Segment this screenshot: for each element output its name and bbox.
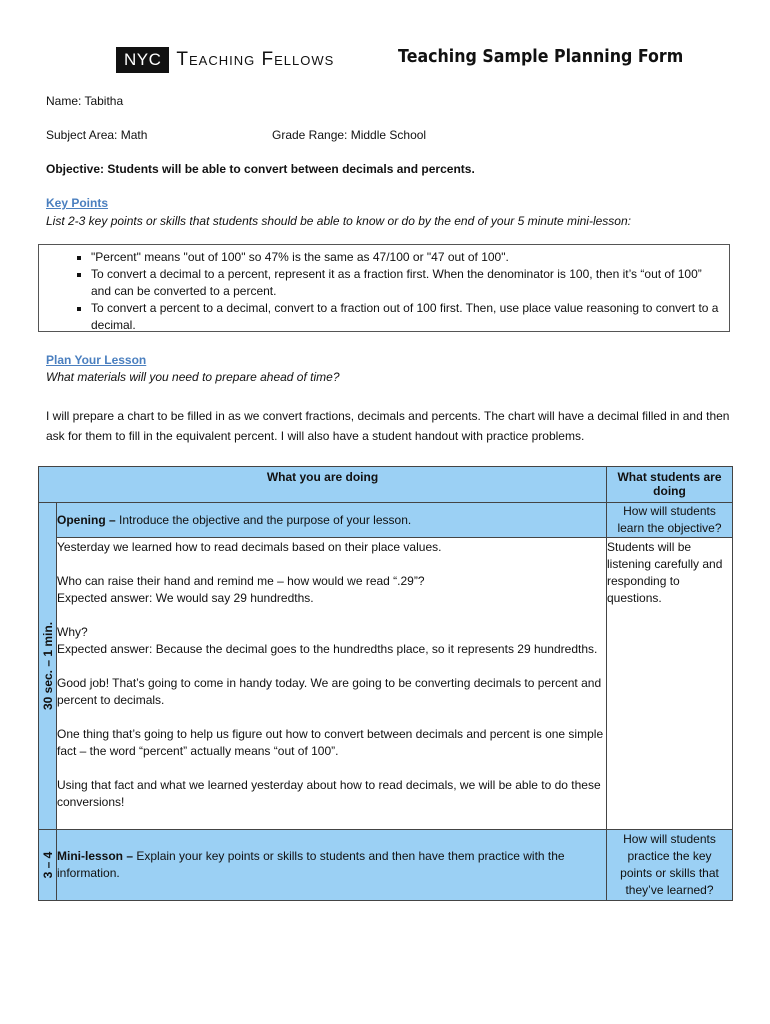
mini-lesson-title (57, 830, 607, 901)
header-logo (116, 46, 334, 74)
opening-paragraph: Who can raise their hand and remind me – how would we read “.29”? Expected answer: We would say 29 hundredths. (57, 574, 425, 605)
key-point-item: ▪ To convert a decimal to a percent, represent it as a fraction first. When the denominator is 100, then it’s “out of 100” and can be converted to a percent. (91, 266, 719, 300)
objective-line: Objective: Students will be able to convert between decimals and percents. (46, 162, 475, 176)
lesson-plan-table (38, 466, 733, 901)
mini-lesson-students-prompt: How will students practice the key points or skills that they’ve learned? (607, 830, 733, 901)
opening-students-prompt: How will students learn the objective? (607, 503, 733, 538)
plan-question: What materials will you need to prepare ahead of time? (46, 370, 340, 384)
mini-lesson-title-bold: Mini-lesson – (57, 849, 137, 863)
opening-script (57, 538, 607, 830)
opening-students-answer: Students will be listening carefully and responding to questions. (607, 538, 733, 830)
form-title: Teaching Sample Planning Form (398, 46, 684, 67)
col-header-doing: What you are doing (39, 467, 607, 503)
plan-answer: I will prepare a chart to be filled in as we convert fractions, decimals and percents. The chart will have a decimal filled in and then ask for them to fill in the equivalent percent. I will also have a student handout with practice problems. (46, 409, 730, 443)
mini-lesson-time: 3 – 4 (40, 851, 55, 879)
key-points-heading: Key Points (46, 196, 109, 210)
opening-paragraph: Yesterday we learned how to read decimals based on their place values. (57, 540, 442, 554)
mini-lesson-side-label (39, 830, 57, 901)
key-point-item: ▪ To convert a percent to a decimal, convert to a fraction out of 100 first. Then, use place value reasoning to convert to a decimal. (91, 300, 719, 334)
opening-paragraph: Good job! That’s going to come in handy today. We are going to be converting decimals to percent and percent to decimals. (57, 676, 602, 707)
opening-paragraph: One thing that’s going to help us figure out how to convert between decimals and percent is one simple fact – the word “percent” actually means “out of 100”. (57, 727, 604, 758)
grade-line: Grade Range: Middle School (272, 128, 427, 142)
key-points-instruction: List 2-3 key points or skills that students should be able to know or do by the end of your 5 minute mini-lesson: (46, 214, 631, 228)
mini-lesson-title-rest: Explain your key points or skills to students and then have them practice with the information. (57, 849, 565, 880)
name-line: Name: Tabitha (46, 94, 124, 108)
opening-title-bold: Opening – (57, 512, 120, 527)
opening-paragraph: Using that fact and what we learned yesterday about how to read decimals, we will be able to do these conversions! (57, 778, 601, 809)
subject-line: Subject Area: Math (46, 128, 148, 142)
logo-text: Teaching Fellows (176, 49, 335, 70)
opening-time: 30 sec. – 1 min. (40, 621, 55, 711)
opening-title-rest: Introduce the objective and the purpose of your lesson. (119, 512, 412, 527)
key-points-box (38, 244, 730, 332)
opening-side-label (39, 503, 57, 830)
opening-title (57, 503, 607, 538)
plan-heading: Plan Your Lesson (46, 353, 147, 367)
col-header-students: What students are doing (607, 467, 733, 503)
opening-paragraph: Why? Expected answer: Because the decimal goes to the hundredths place, so it represents 29 hundredths. (57, 625, 598, 656)
key-point-item: ▪ "Percent" means "out of 100" so 47% is the same as 47/100 or "47 out of 100". (91, 249, 719, 266)
logo-nyc: NYC (116, 47, 169, 73)
